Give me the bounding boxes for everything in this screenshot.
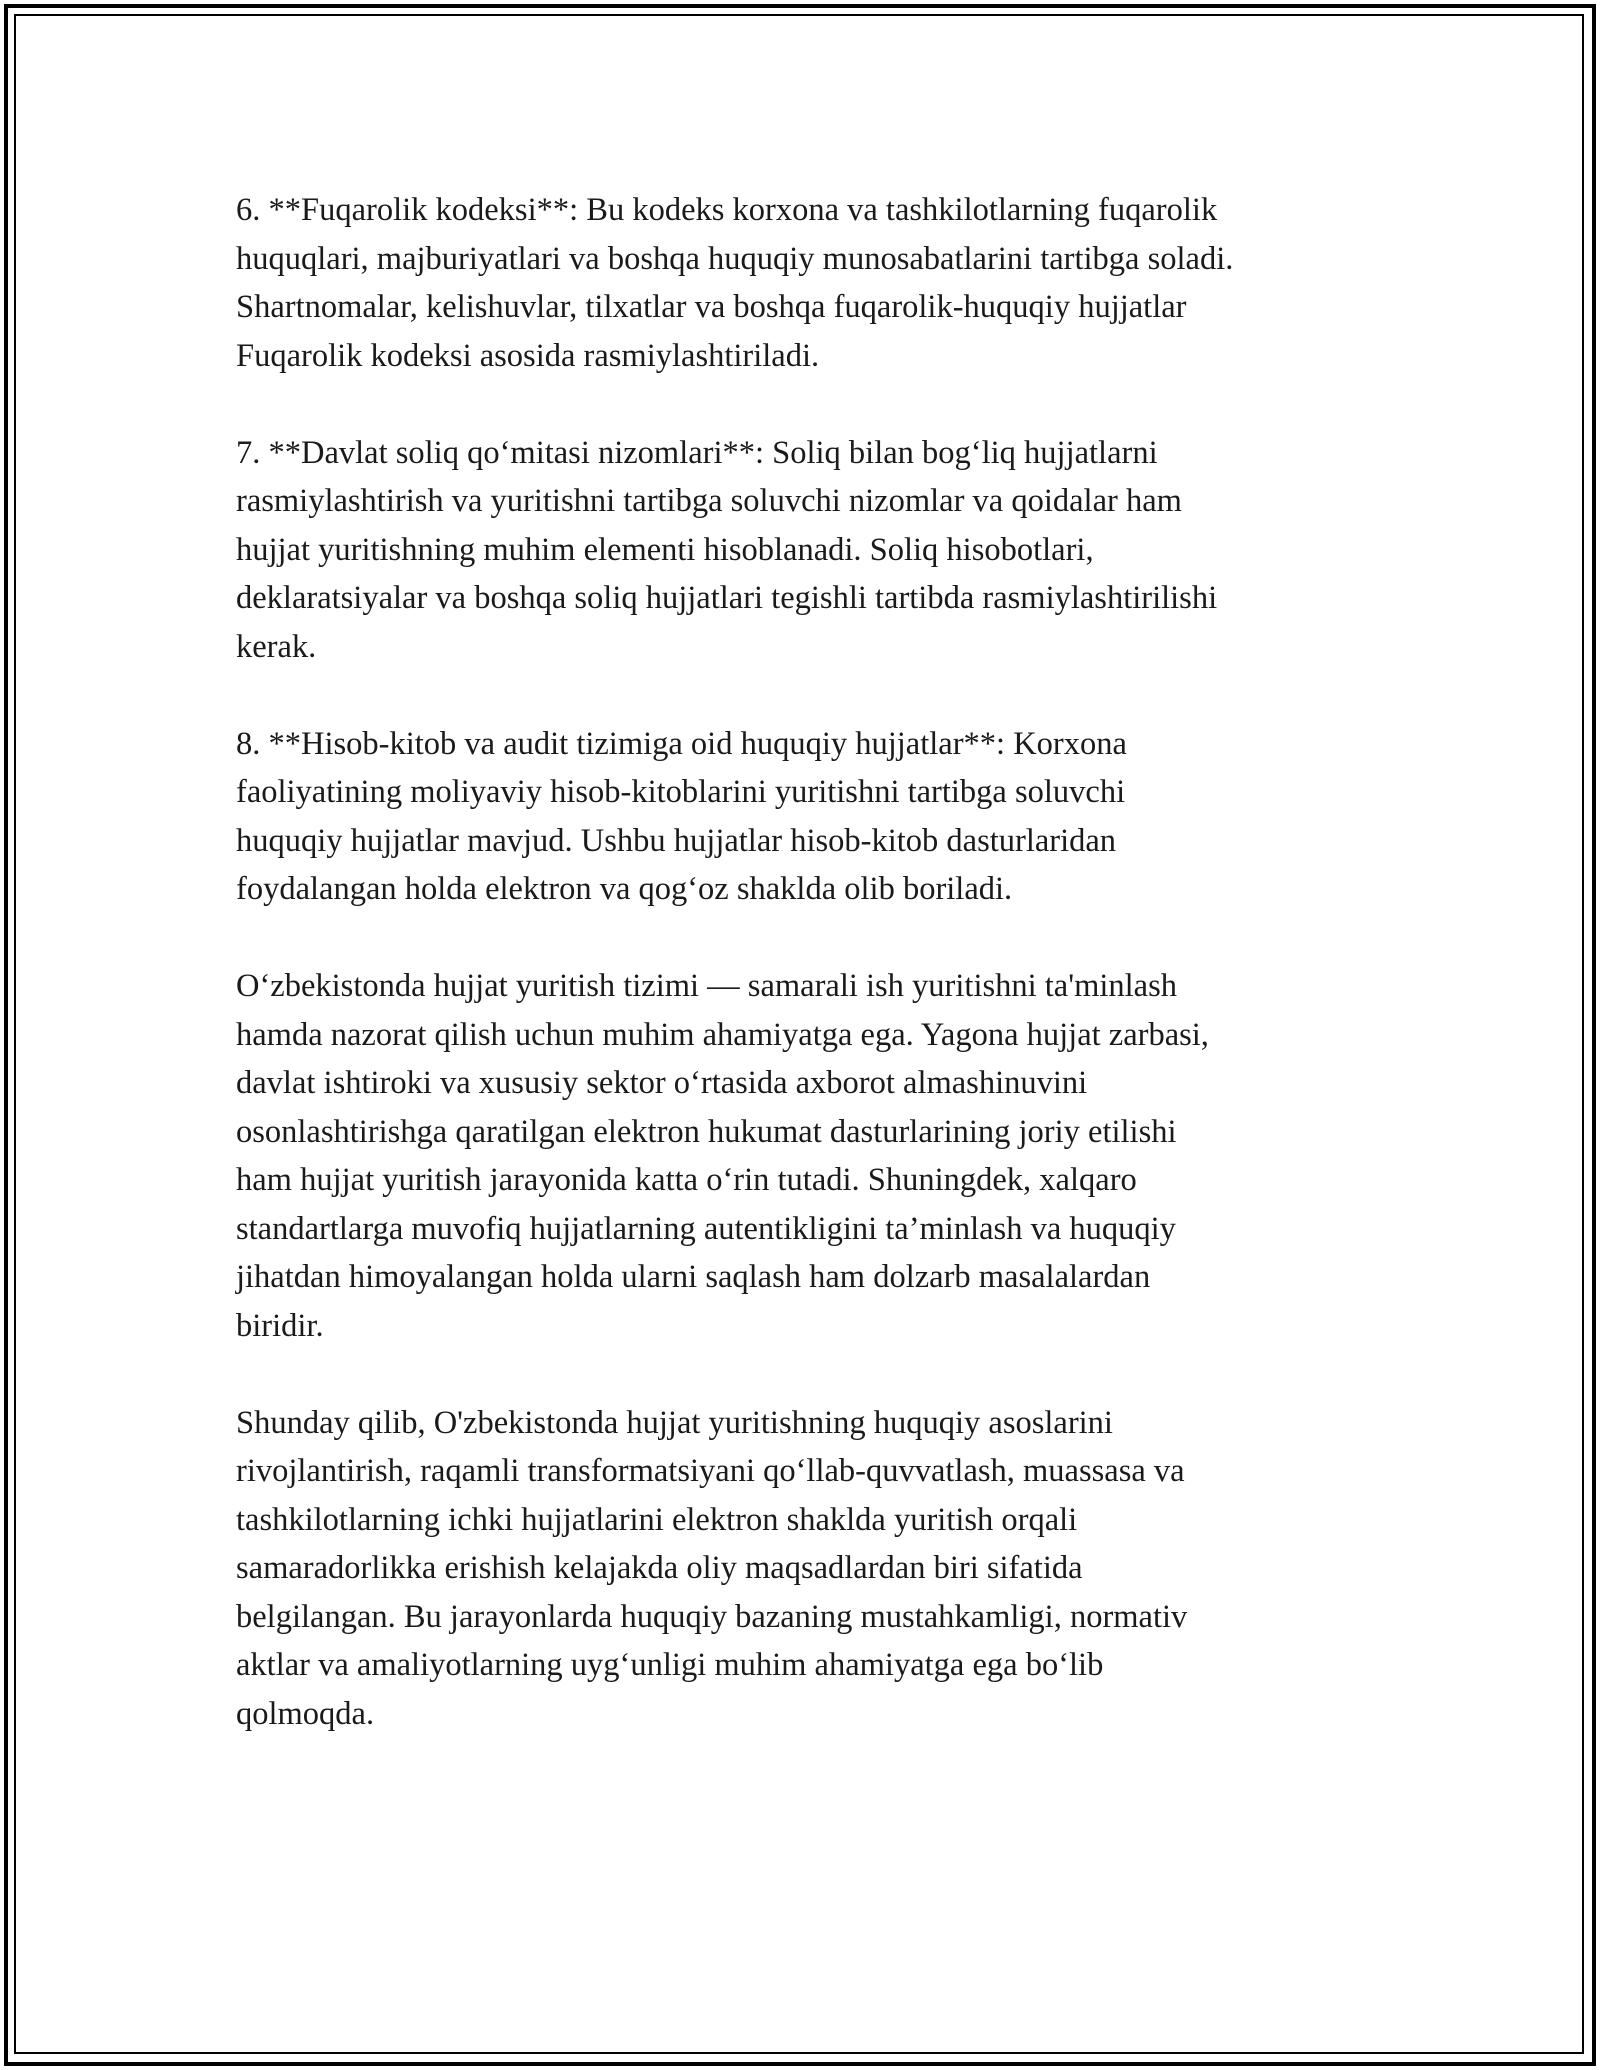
text-line: kerak. xyxy=(236,628,317,665)
text-line: huquqiy hujjatlar mavjud. Ushbu hujjatlar hisob-kitob dasturlaridan xyxy=(236,822,1117,859)
text-line: 6. **Fuqarolik kodeksi**: Bu kodeks korxona va tashkilotlarning fuqarolik xyxy=(236,192,1218,228)
text-line: samaradorlikka erishish kelajakda oliy maqsadlardan biri sifatida xyxy=(236,1550,1083,1586)
text-line: Fuqarolik kodeksi asosida rasmiylashtiriladi. xyxy=(236,337,820,374)
text-line: belgilangan. Bu jarayonlarda huquqiy bazaning mustahkamligi, normativ xyxy=(236,1598,1188,1635)
text-line: deklaratsiyalar va boshqa soliq hujjatlari tegishli tartibda rasmiylashtirilishi xyxy=(236,580,1218,616)
paragraph-5 xyxy=(236,1399,1376,1739)
paragraph-3 xyxy=(236,720,1376,914)
text-line: davlat ishtiroki va xususiy sektor o‘rtasida axborot almashinuvini xyxy=(236,1065,1088,1101)
text-line: 7. **Davlat soliq qo‘mitasi nizomlari**: Soliq bilan bog‘liq hujjatlarni xyxy=(236,434,1158,471)
text-line: aktlar va amaliyotlarning uyg‘unligi muhim ahamiyatga ega bo‘lib xyxy=(236,1647,1104,1683)
paragraph-4 xyxy=(236,962,1376,1350)
text-line: hujjat yuritishning muhim elementi hisoblanadi. Soliq hisobotlari, xyxy=(236,531,1094,568)
text-line: Shartnomalar, kelishuvlar, tilxatlar va boshqa fuqarolik-huquqiy hujjatlar xyxy=(236,289,1187,325)
document-body xyxy=(236,186,1376,1787)
text-line: biridir. xyxy=(236,1307,324,1344)
text-line: osonlashtirishga qaratilgan elektron hukumat dasturlarining joriy etilishi xyxy=(236,1113,1177,1150)
text-line: 8. **Hisob-kitob va audit tizimiga oid huquqiy hujjatlar**: Korxona xyxy=(236,725,1127,762)
text-line: standartlarga muvofiq hujjatlarning autentikligini ta’minlash va huquqiy xyxy=(236,1210,1176,1247)
paragraph-2 xyxy=(236,429,1376,672)
text-line: rasmiylashtirish va yuritishni tartibga soluvchi nizomlar va qoidalar ham xyxy=(236,483,1182,519)
text-line: huquqlari, majburiyatlari va boshqa huquqiy munosabatlarini tartibga soladi. xyxy=(236,240,1234,277)
text-line: qolmoqda. xyxy=(236,1695,375,1732)
text-line: ham hujjat yuritish jarayonida katta o‘rin tutadi. Shuningdek, xalqaro xyxy=(236,1162,1137,1198)
text-line: O‘zbekistonda hujjat yuritish tizimi — samarali ish yuritishni ta'minlash xyxy=(236,968,1177,1004)
text-line: Shunday qilib, O'zbekistonda hujjat yuritishning huquqiy asoslarini xyxy=(236,1404,1113,1441)
text-line: tashkilotlarning ichki hujjatlarini elektron shaklda yuritish orqali xyxy=(236,1501,1078,1538)
text-line: jihatdan himoyalangan holda ularni saqlash ham dolzarb masalalardan xyxy=(236,1259,1151,1295)
text-line: rivojlantirish, raqamli transformatsiyani qo‘llab-quvvatlash, muassasa va xyxy=(236,1453,1185,1489)
text-line: foydalangan holda elektron va qog‘oz shaklda olib boriladi. xyxy=(236,871,1013,907)
text-line: faoliyatining moliyaviy hisob-kitoblarini yuritishni tartibga soluvchi xyxy=(236,774,1126,810)
paragraph-1 xyxy=(236,186,1376,380)
text-line: hamda nazorat qilish uchun muhim ahamiyatga ega. Yagona hujjat zarbasi, xyxy=(236,1016,1209,1053)
